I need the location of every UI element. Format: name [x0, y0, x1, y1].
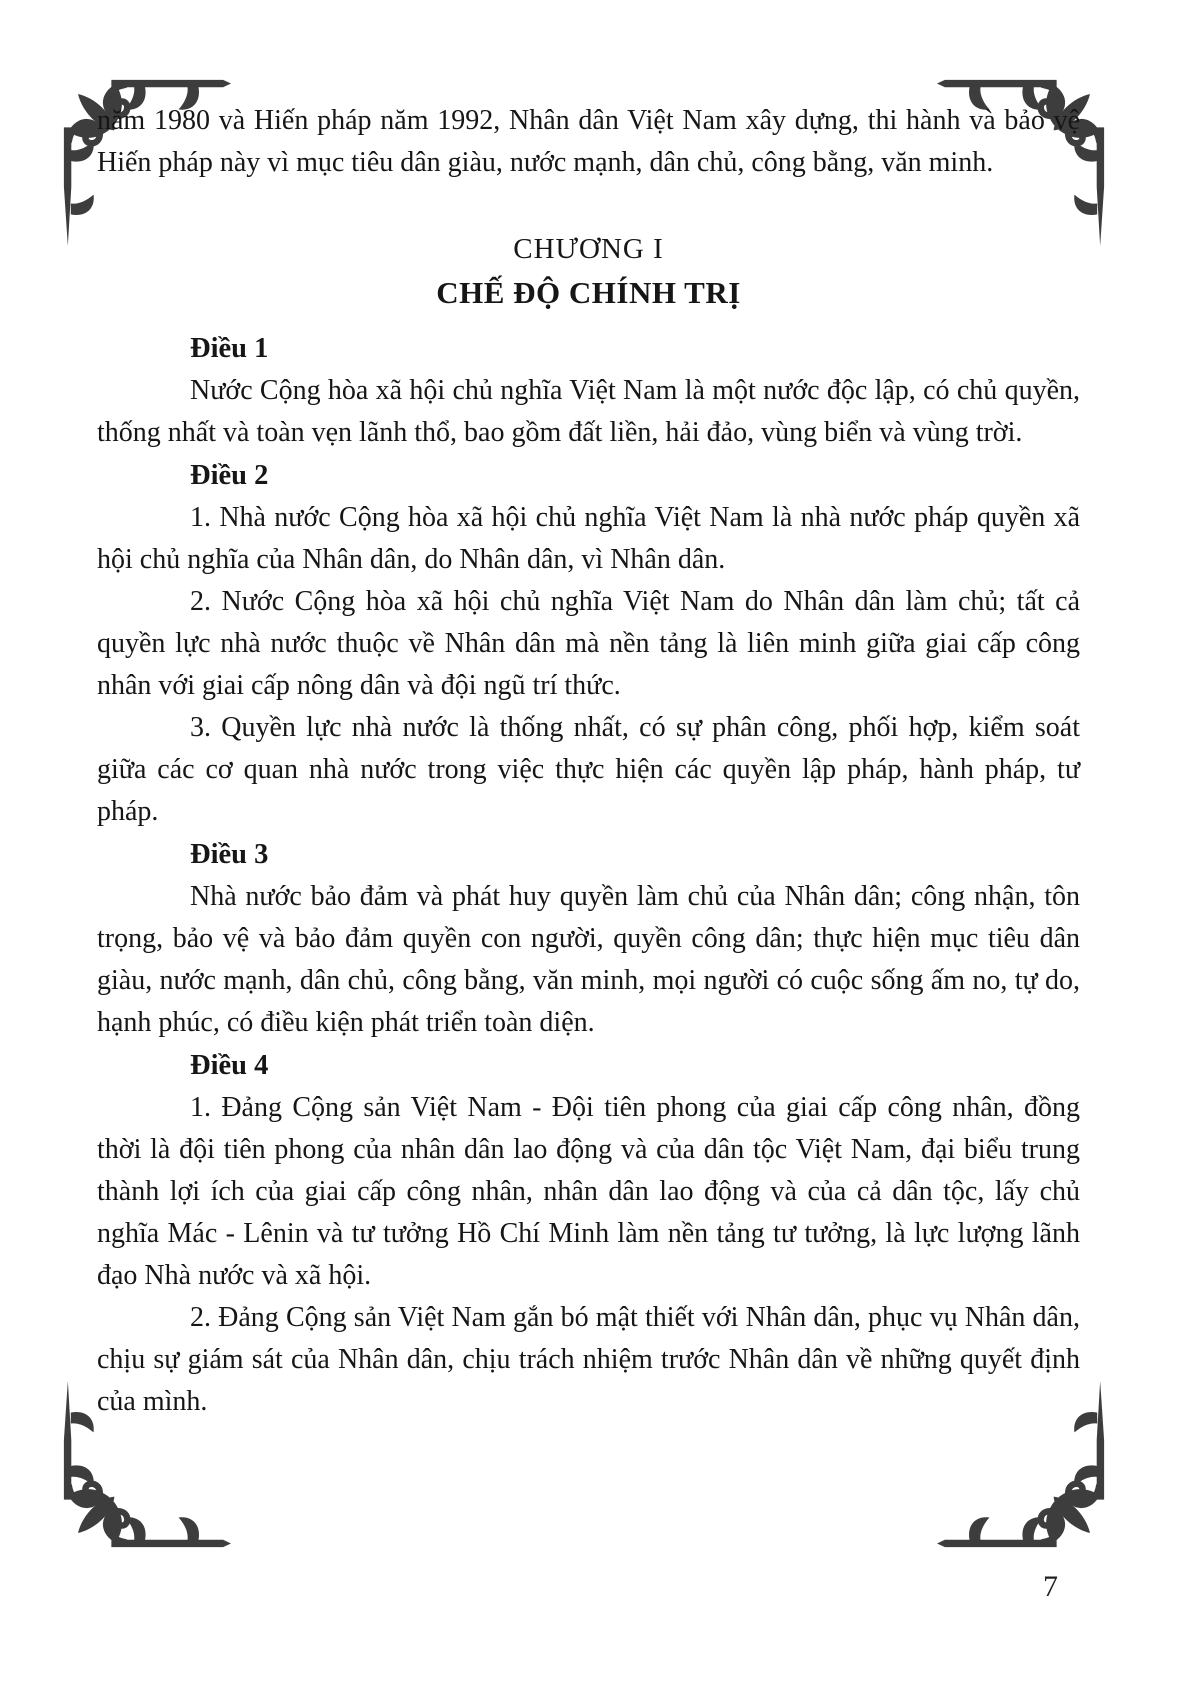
- article-3-heading: Điều 3: [190, 839, 269, 870]
- article-2: [97, 455, 1080, 833]
- article-1: [97, 328, 1080, 454]
- chapter-title: CHẾ ĐỘ CHÍNH TRỊ: [436, 275, 741, 310]
- article-3-paragraph: Nhà nước bảo đảm và phát huy quyền làm chủ của Nhân dân; công nhận, tôn trọng, bảo vệ và bảo đảm quyền con người, quyền công dân; thực hiện mục tiêu dân giàu, nước mạnh, dân chủ, công bằng, văn minh, mọi người có cuộc sống ấm no, tự do, hạnh phúc, có điều kiện phát triển toàn diện.: [97, 881, 1080, 1038]
- article-2-paragraph: 3. Quyền lực nhà nước là thống nhất, có sự phân công, phối hợp, kiểm soát giữa các cơ quan nhà nước trong việc thực hiện các quyền lập pháp, hành pháp, tư pháp.: [97, 712, 1080, 827]
- article-4-heading: Điều 4: [190, 1050, 269, 1081]
- intro-continuation-paragraph: năm 1980 và Hiến pháp năm 1992, Nhân dân Việt Nam xây dựng, thi hành và bảo vệ Hiến pháp này vì mục tiêu dân giàu, nước mạnh, dân chủ, công bằng, văn minh.: [97, 105, 1080, 178]
- page-number: 7: [1043, 1570, 1058, 1603]
- chapter-label: CHƯƠNG I: [513, 233, 664, 265]
- article-1-heading: Điều 1: [190, 333, 269, 364]
- article-4-paragraph: 2. Đảng Cộng sản Việt Nam gắn bó mật thiết với Nhân dân, phục vụ Nhân dân, chịu sự giám sát của Nhân dân, chịu trách nhiệm trước Nhân dân về những quyết định của mình.: [97, 1302, 1080, 1417]
- text-column: [97, 100, 1080, 1423]
- article-4: [97, 1045, 1080, 1423]
- article-4-paragraph: 1. Đảng Cộng sản Việt Nam - Đội tiên phong của giai cấp công nhân, đồng thời là đội tiên phong của nhân dân lao động và của dân tộc Việt Nam, đại biểu trung thành lợi ích của giai cấp công nhân, nhân dân lao động và của cả dân tộc, lấy chủ nghĩa Mác - Lênin và tư tưởng Hồ Chí Minh làm nền tảng tư tưởng, là lực lượng lãnh đạo Nhà nước và xã hội.: [97, 1092, 1080, 1291]
- article-2-paragraph: 1. Nhà nước Cộng hòa xã hội chủ nghĩa Việt Nam là nhà nước pháp quyền xã hội chủ nghĩa của Nhân dân, do Nhân dân, vì Nhân dân.: [97, 502, 1080, 575]
- article-2-heading: Điều 2: [190, 460, 269, 491]
- article-3: [97, 834, 1080, 1044]
- article-1-paragraph: Nước Cộng hòa xã hội chủ nghĩa Việt Nam là một nước độc lập, có chủ quyền, thống nhất và toàn vẹn lãnh thổ, bao gồm đất liền, hải đảo, vùng biển và vùng trời.: [97, 375, 1080, 448]
- article-2-paragraph: 2. Nước Cộng hòa xã hội chủ nghĩa Việt Nam do Nhân dân làm chủ; tất cả quyền lực nhà nước thuộc về Nhân dân mà nền tảng là liên minh giữa giai cấp công nhân với giai cấp nông dân và đội ngũ trí thức.: [97, 586, 1080, 701]
